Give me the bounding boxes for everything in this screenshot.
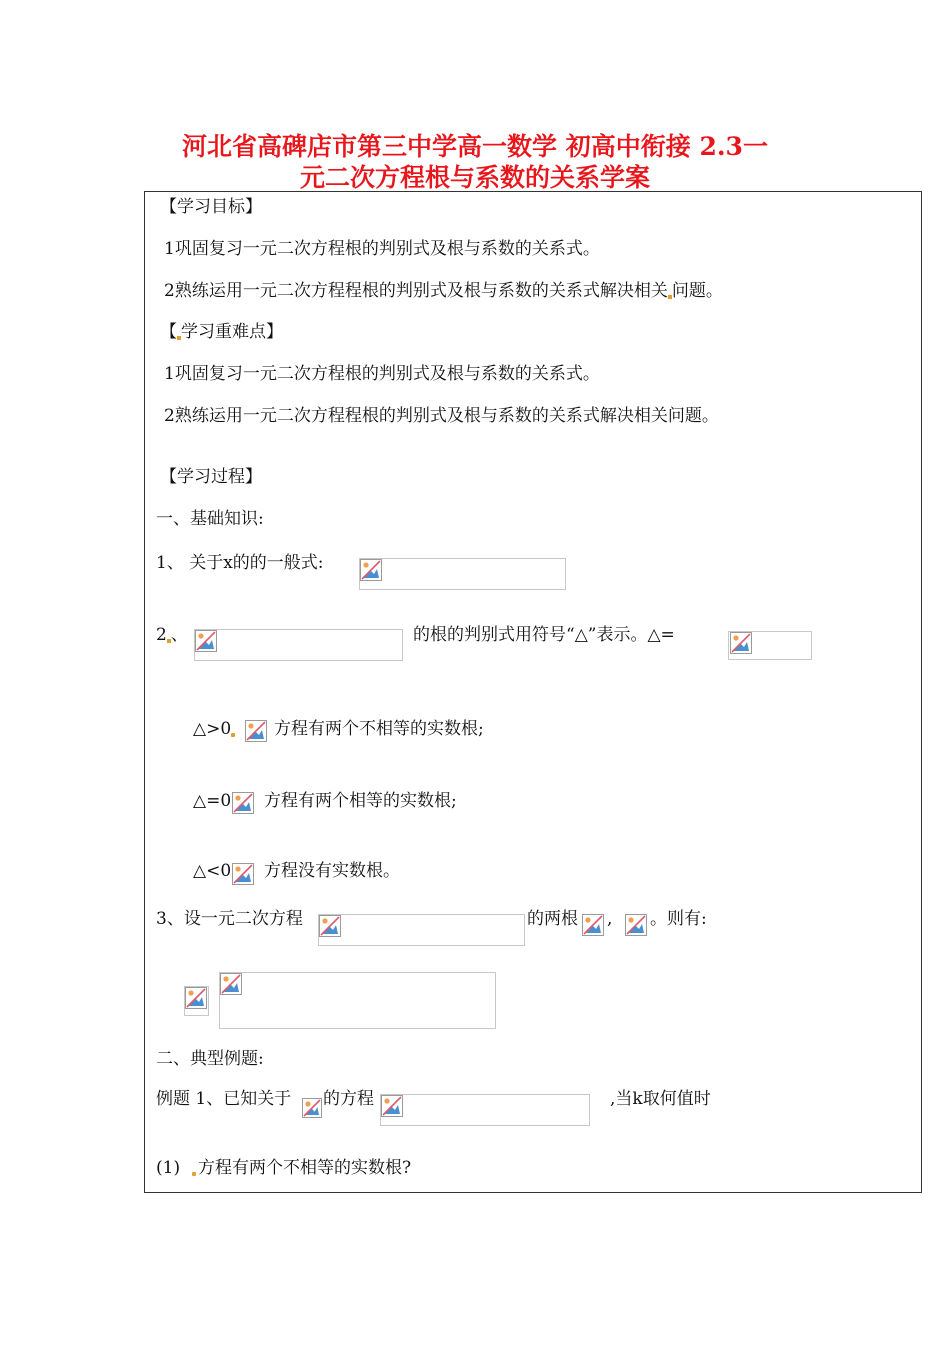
broken-image-icon <box>381 1095 403 1117</box>
marker-dot <box>231 733 235 737</box>
example-1-text-b: 的方程 <box>323 1089 374 1109</box>
case-delta-lt-text: 方程没有实数根。 <box>264 861 400 881</box>
sun-shape <box>733 635 738 640</box>
broken-image-glyph <box>361 560 381 580</box>
item-2-number: 2 、 <box>156 625 188 645</box>
case-delta-gt-text: 方程有两个不相等的实数根; <box>274 719 484 739</box>
broken-image-icon <box>185 987 207 1009</box>
formula-image-frame <box>194 629 403 661</box>
part-1-heading: 一、基础知识: <box>156 509 264 529</box>
formula-image-frame <box>359 558 566 590</box>
item-3-text-d: 。则有: <box>650 909 707 929</box>
broken-image-icon <box>232 792 254 814</box>
broken-image-icon <box>730 632 752 654</box>
sun-shape <box>188 990 193 995</box>
broken-image-icon <box>195 630 217 652</box>
key-point-1: 1巩固复习一元二次方程根的判别式及根与系数的关系式。 <box>164 364 600 384</box>
question-1-text: 方程有两个不相等的实数根? <box>198 1158 412 1178</box>
formula-image-frame <box>318 914 525 946</box>
goal-1: 1巩固复习一元二次方程根的判别式及根与系数的关系式。 <box>164 239 600 259</box>
broken-image-glyph <box>186 988 206 1008</box>
case-delta-eq-text: 方程有两个相等的实数根; <box>264 791 457 811</box>
key-points-heading: 【 学习重难点】 <box>160 322 283 342</box>
sun-shape <box>585 917 590 922</box>
case-delta-eq-label: △=0 <box>193 791 232 811</box>
sun-shape <box>223 976 228 981</box>
case-delta-gt-label: △>0 <box>193 719 232 739</box>
broken-image-glyph <box>196 631 216 651</box>
broken-image-glyph <box>221 974 241 994</box>
process-heading: 【学习过程】 <box>160 467 262 487</box>
example-1-text-c: ,当k取何值时 <box>610 1089 711 1109</box>
sun-shape <box>305 1101 310 1106</box>
sun-shape <box>628 917 633 922</box>
document-title-line1: 河北省高碑店市第三中学高一数学 初高中衔接 2.3一 <box>182 132 768 161</box>
broken-image-glyph <box>731 633 751 653</box>
item-3-text-a: 3、设一元二次方程 <box>156 909 303 929</box>
broken-image-glyph <box>233 864 253 884</box>
item-2-text: 的根的判别式用符号“△”表示。△= <box>413 625 675 645</box>
goals-heading: 【学习目标】 <box>160 197 262 217</box>
broken-image-icon <box>582 914 604 936</box>
sun-shape <box>363 562 368 567</box>
sun-shape <box>235 866 240 871</box>
broken-image-glyph <box>382 1096 402 1116</box>
broken-image-glyph <box>303 1099 321 1117</box>
broken-image-icon <box>319 915 341 937</box>
formula-image-frame <box>380 1094 590 1126</box>
goal-2: 2熟练运用一元二次方程程根的判别式及根与系数的关系式解决相关 问题。 <box>164 281 723 301</box>
question-1-number: (1) <box>156 1158 181 1178</box>
item-1-text: 1、 关于x的的一般式: <box>156 553 324 573</box>
broken-image-glyph <box>626 915 646 935</box>
case-delta-lt-label: △<0 <box>193 861 232 881</box>
sun-shape <box>198 633 203 638</box>
part-2-heading: 二、典型例题: <box>156 1049 264 1069</box>
sun-shape <box>322 918 327 923</box>
broken-image-icon <box>232 863 254 885</box>
broken-image-icon <box>220 973 242 995</box>
broken-image-icon <box>360 559 382 581</box>
formula-image-frame <box>219 972 496 1029</box>
broken-image-glyph <box>583 915 603 935</box>
broken-image-glyph <box>246 721 266 741</box>
key-point-2: 2熟练运用一元二次方程程根的判别式及根与系数的关系式解决相关问题。 <box>164 406 719 426</box>
document-title-line2: 元二次方程根与系数的关系学案 <box>299 163 650 192</box>
broken-image-glyph <box>233 793 253 813</box>
item-3-text-c: , <box>607 909 613 929</box>
marker-dot <box>192 1172 196 1176</box>
sun-shape <box>384 1098 389 1103</box>
broken-image-icon <box>625 914 647 936</box>
sun-shape <box>248 723 253 728</box>
broken-image-icon <box>302 1098 322 1118</box>
broken-image-icon <box>245 720 267 742</box>
sun-shape <box>235 795 240 800</box>
item-3-text-b: 的两根 <box>527 909 578 929</box>
example-1-text-a: 例题 1、已知关于 <box>156 1089 292 1109</box>
broken-image-glyph <box>320 916 340 936</box>
